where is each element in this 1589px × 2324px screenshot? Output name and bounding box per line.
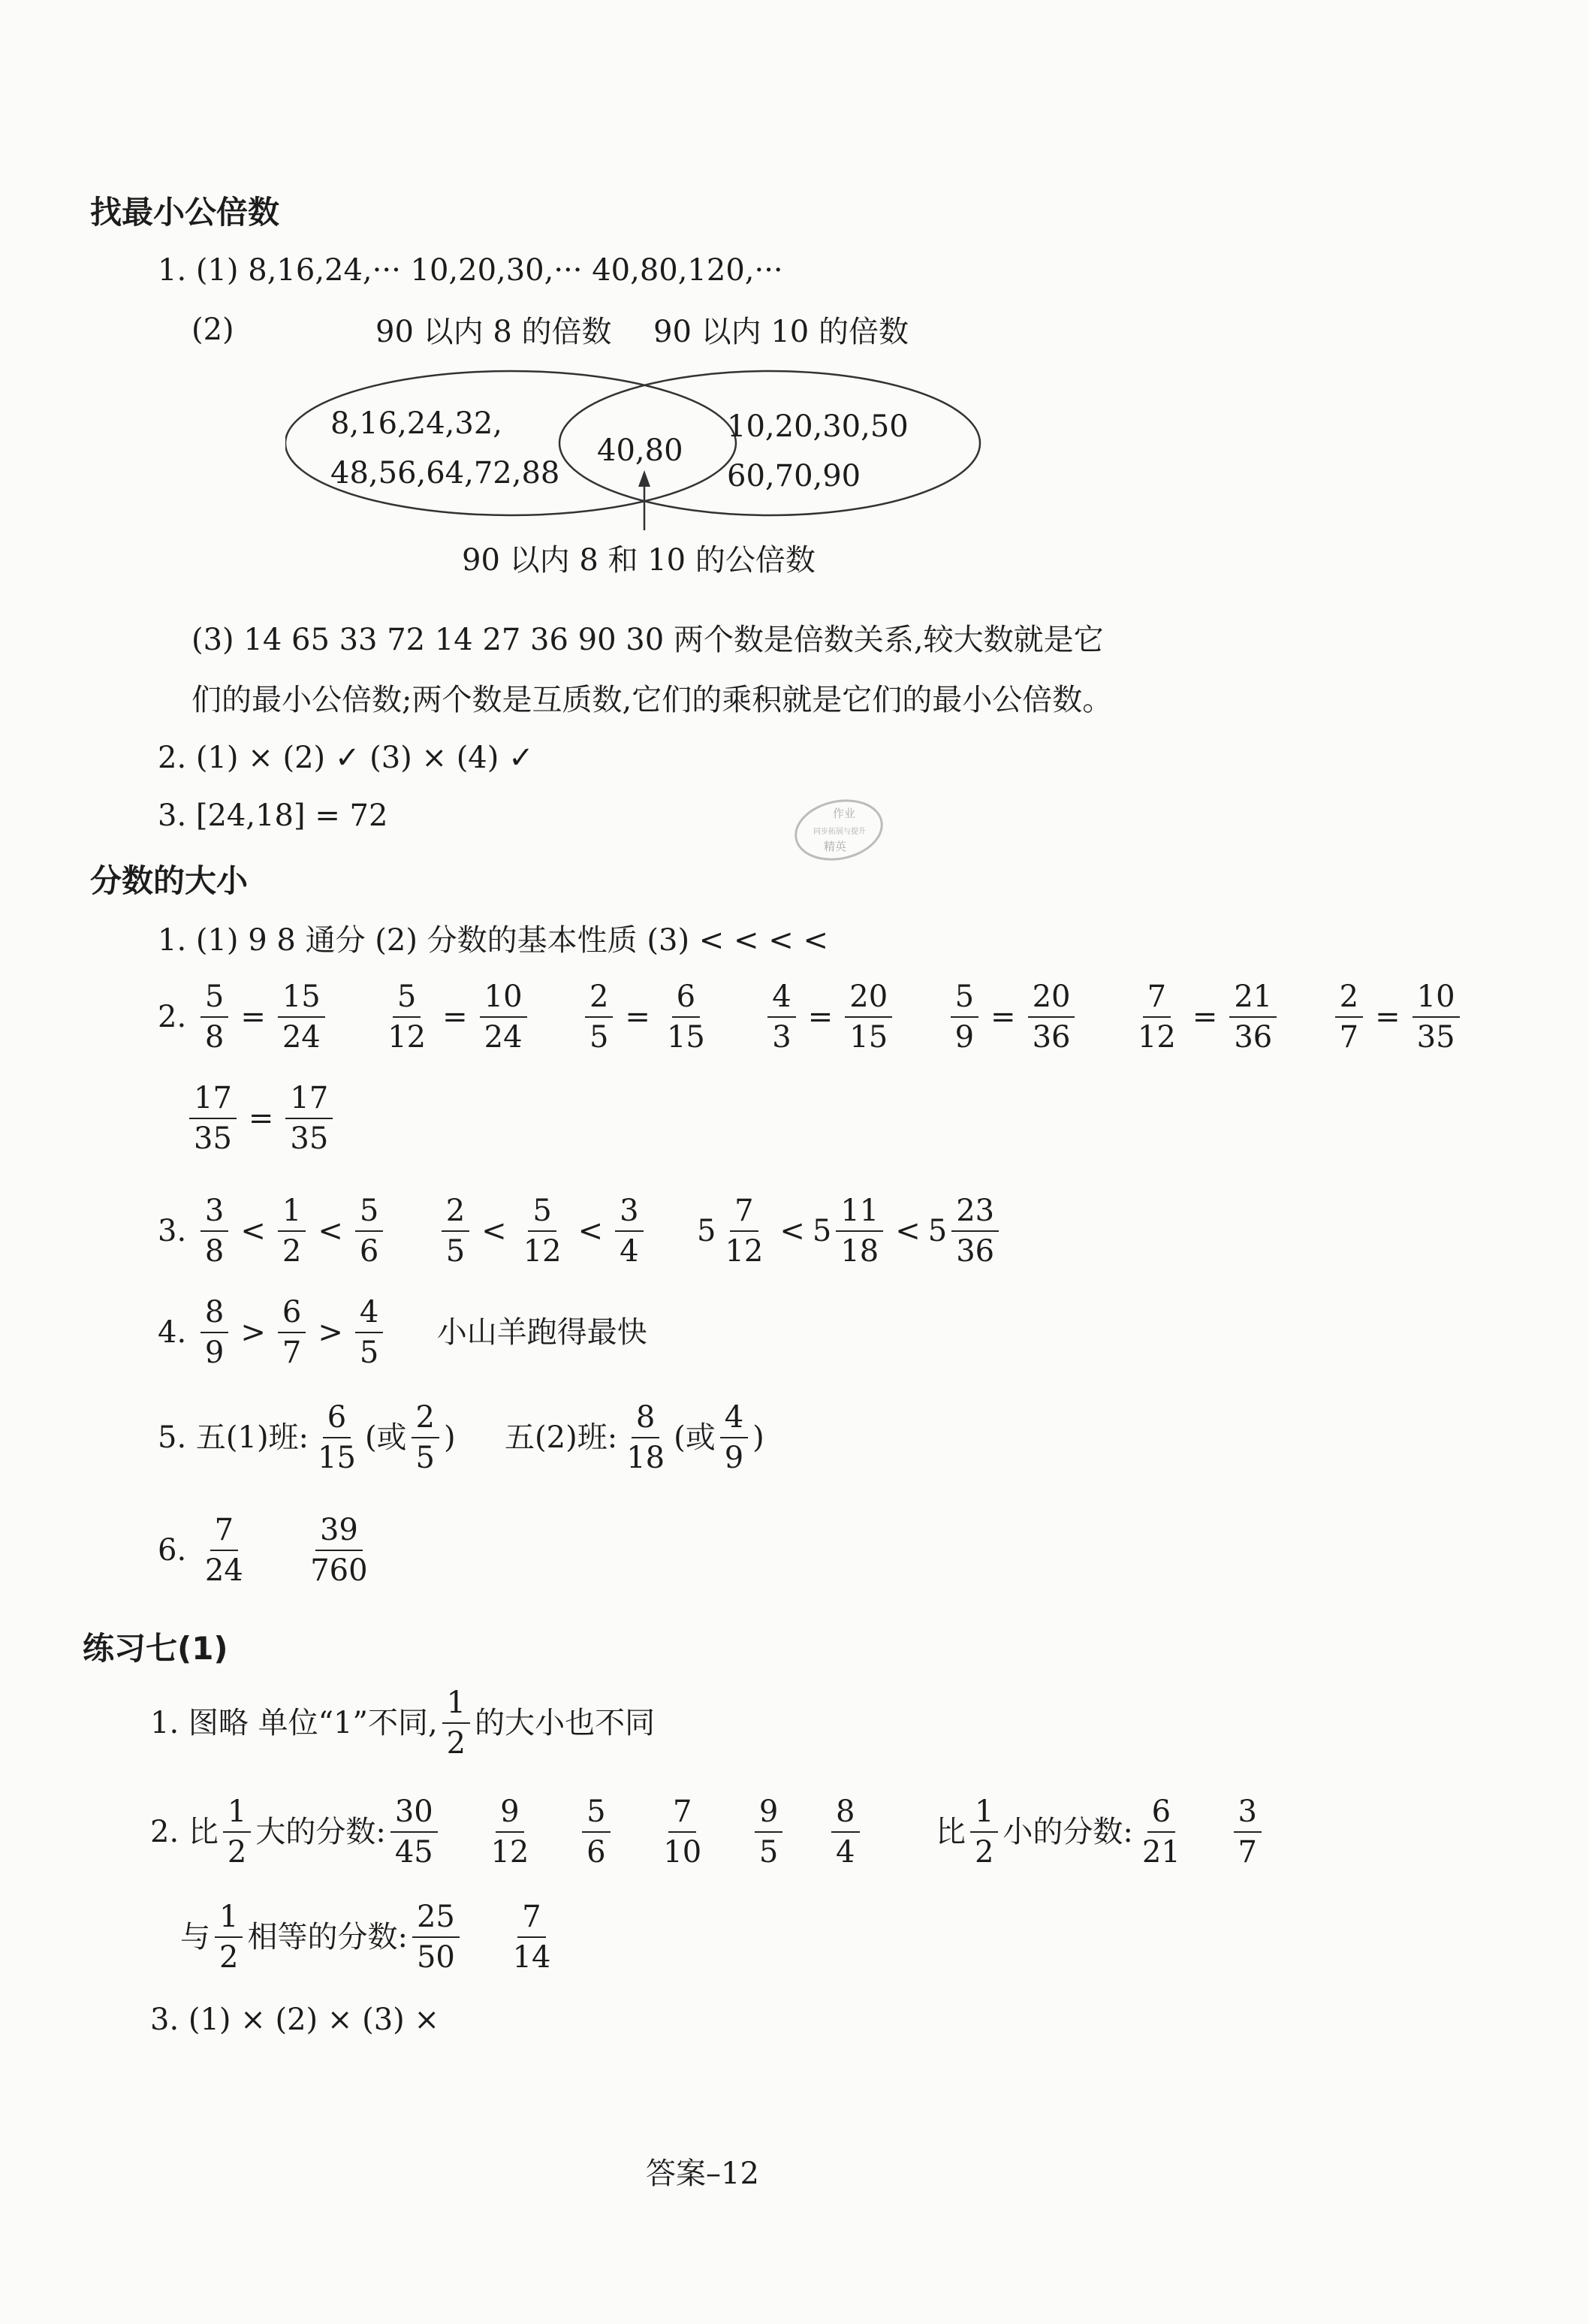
section-title-exercise-7-1: 练习七(1) [83,1630,228,1667]
s2-q1: 1. (1) 9 8 通分 (2) 分数的基本性质 (3) < < < < [158,923,828,958]
fraction: $\frac{3}{4}$ [615,1194,643,1268]
svg-text:作业: 作业 [832,807,856,820]
fraction: $\frac{17}{35}$ [285,1082,333,1155]
fraction: $\frac{30}{45}$ [390,1795,438,1869]
watermark-stamp [790,796,888,864]
svg-text:精英: 精英 [823,840,847,853]
q1-2-label: (2) [191,312,234,347]
fraction: $\frac{9}{12}$ [490,1794,529,1870]
fraction: $\frac{9}{5}$ [755,1795,782,1869]
fraction: $\frac{8}{4}$ [831,1795,859,1869]
section-title-lcm: 找最小公倍数 [90,194,280,231]
venn-intersection: 40,80 [597,433,683,468]
fraction: $\frac{4}{5}$ [355,1296,383,1369]
fraction: $\frac{25}{50}$ [412,1900,460,1974]
fraction: $\frac{1}{2}$ [442,1686,470,1760]
fraction: $\frac{5}{12}$ [387,979,427,1055]
fraction: $\frac{3}{7}$ [1234,1795,1262,1869]
fraction: $\frac{6}{15}$ [666,979,705,1055]
q1-1: 1. (1) 8,16,24,··· 10,20,30,··· 40,80,120,··· [158,253,783,288]
venn-right-line1: 10,20,30,50 [727,409,909,444]
s2-q2-row2: $\frac{17}{35}$ = $\frac{17}{35}$ [185,1082,337,1155]
fraction: $\frac{17}{35}$ [189,1082,237,1155]
s3-q1: 1. 图略 单位“1”不同, $\frac{1}{2}$ 的大小也不同 [150,1686,656,1761]
fraction: $\frac{7}{12}$ [1137,979,1176,1055]
fraction: $\frac{2}{5}$ [585,980,613,1054]
s2-q5: 5. 五(1)班: $\frac{6}{15}$ (或 $\frac{2}{5}$ ) 五(2)班: $\frac{8}{18}$ (或 $\frac{4}{9}$ ) [158,1400,764,1475]
fraction: $\frac{7}{24}$ [204,1513,243,1588]
fraction: $\frac{8}{18}$ [626,1400,665,1475]
venn-left-line1: 8,16,24,32, [330,406,503,441]
mixed-number: 5 $\frac{23}{36}$ [928,1194,1003,1268]
fraction: $\frac{6}{15}$ [318,1400,356,1475]
venn-right-line2: 60,70,90 [727,459,861,493]
fraction: $\frac{1}{2}$ [278,1194,306,1268]
fraction: $\frac{6}{21}$ [1141,1794,1180,1870]
s2-q2-row1: 2. $\frac{5}{8}$ = $\frac{15}{24}$ $\frac{5}{12}$ = $\frac{10}{24}$ $\frac{2}{5}$ = $\frac{6}{15}$ $\frac{4}{3}$ = $\frac{20}{15}$ $\frac{5}{9}$ = $\frac{20}{36}$ $\frac{7}{12}$ = $\frac{21}{36}$ $\frac{2}{7}$ = $\frac{10}{35}$ [158,980,1464,1054]
s2-q3: 3. $\frac{3}{8}$ < $\frac{1}{2}$ < $\frac{5}{6}$ $\frac{2}{5}$ < $\frac{5}{12}$ < $\frac{3}{4}$ 5 $\frac{7}{12}$ < 5 $\frac{11}{18}$ < 5 $\frac{23}{36}$ [158,1194,1003,1268]
fraction: $\frac{5}{6}$ [582,1795,610,1869]
fraction: $\frac{8}{9}$ [201,1296,228,1369]
fraction: $\frac{4}{9}$ [720,1401,748,1474]
q2-answers: 2. (1) × (2) ✓ (3) × (4) ✓ [158,741,534,775]
fraction: $\frac{15}{24}$ [278,980,325,1054]
s3-q3: 3. (1) × (2) × (3) × [150,2003,439,2037]
fraction: $\frac{1}{2}$ [223,1795,251,1869]
q1-3-line2: 们的最小公倍数;两个数是互质数,它们的乘积就是它们的最小公倍数。 [191,683,1113,717]
fraction: $\frac{10}{24}$ [480,980,527,1054]
fraction: $\frac{6}{7}$ [278,1296,306,1369]
fraction: $\frac{5}{6}$ [355,1194,383,1268]
venn-caption-8: 90 以内 8 的倍数 [375,315,612,349]
q1-3-line1: (3) 14 65 33 72 14 27 36 90 30 两个数是倍数关系,较大数就是它 [191,623,1104,657]
fraction: $\frac{7}{10}$ [663,1794,702,1870]
mixed-number: 5 $\frac{11}{18}$ [813,1194,888,1268]
q3-answer: 3. [24,18] = 72 [158,798,388,833]
fraction: $\frac{5}{9}$ [951,980,978,1054]
fraction: $\frac{1}{2}$ [215,1900,243,1974]
venn-left-line2: 48,56,64,72,88 [330,456,560,490]
section-title-fraction-size: 分数的大小 [90,862,249,899]
venn-common-caption: 90 以内 8 和 10 的公倍数 [462,543,816,578]
fraction: $\frac{20}{36}$ [1028,980,1075,1054]
fraction: $\frac{39}{760}$ [310,1513,368,1588]
fraction: $\frac{7}{14}$ [512,1900,551,1975]
s3-q2-row2: 与 $\frac{1}{2}$ 相等的分数: $\frac{25}{50}$ $\frac{7}{14}$ [180,1900,559,1974]
fraction: $\frac{4}{3}$ [767,980,795,1054]
svg-text:同步拓展与提升: 同步拓展与提升 [813,828,866,836]
s3-q2-row1: 2. 比 $\frac{1}{2}$ 大的分数: $\frac{30}{45}$ $\frac{9}{12}$ $\frac{5}{6}$ $\frac{7}{10}$ $\frac{9}{5}$ $\frac{8}{4}$ 比 $\frac{1}{2}$ 小的分数: $\frac{6}{21}$ $\frac{3}{7}$ [150,1795,1266,1869]
mixed-number: 5 $\frac{7}{12}$ [697,1194,764,1269]
fraction: $\frac{20}{15}$ [845,980,892,1054]
venn-caption-10: 90 以内 10 的倍数 [653,315,909,349]
fraction: $\frac{2}{7}$ [1335,980,1363,1054]
page-footer: 答案–12 [646,2156,759,2191]
s2-q6: 6. $\frac{7}{24}$ $\frac{39}{760}$ [158,1514,377,1587]
fraction: $\frac{3}{8}$ [201,1194,228,1268]
fraction: $\frac{2}{5}$ [442,1194,469,1268]
fraction: $\frac{21}{36}$ [1229,980,1277,1054]
fraction: $\frac{2}{5}$ [412,1401,439,1474]
s2-q4: 4. $\frac{8}{9}$ > $\frac{6}{7}$ > $\frac{4}{5}$ 小山羊跑得最快 [158,1295,647,1370]
fraction: $\frac{5}{8}$ [201,980,228,1054]
fraction: $\frac{1}{2}$ [970,1795,998,1869]
fraction: $\frac{5}{12}$ [523,1194,562,1269]
fraction: $\frac{10}{35}$ [1413,980,1460,1054]
